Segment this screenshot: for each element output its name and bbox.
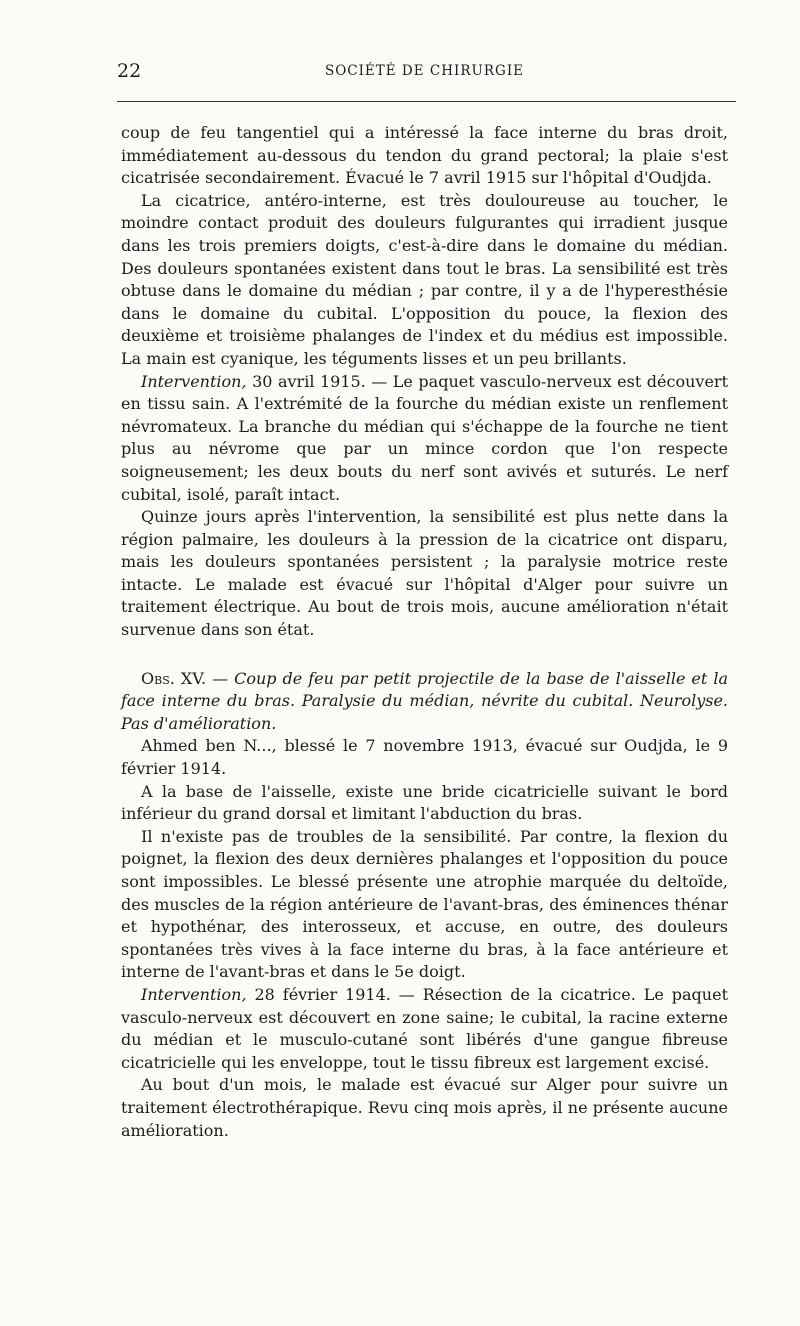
page-header <box>117 60 728 100</box>
paragraph-outcome-2: Au bout d'un mois, le malade est évacué sur Alger pour suivre un traitement électrothérapique. Revu cinq mois après, il ne présente aucune amélioration. <box>121 1075 728 1140</box>
paragraph-continuation: coup de feu tangentiel qui a intéressé la face interne du bras droit, immédiatement au-dessous du tendon du grand pectoral; la plaie s'est cicatrisée secondairement. Évacué le 7 avril 1915 sur l'hôpital d'Oudjda. <box>121 123 728 188</box>
running-title: SOCIÉTÉ DE CHIRURGIE <box>324 63 525 79</box>
paragraph-outcome-1: Quinze jours après l'intervention, la sensibilité est plus nette dans la région palmaire, les douleurs à la pression de la cicatrice ont disparu, mais les douleurs spontanées persistent ; la paralysie motrice reste intacte. Le malade est évacué sur l'hôpital d'Alger pour suivre un traitement électrique. Au bout de trois mois, aucune amélioration n'était survenue dans son état. <box>121 507 728 640</box>
paragraph-aisselle: A la base de l'aisselle, existe une bride cicatricielle suivant le bord inférieur du grand dorsal et limitant l'abduction du bras. <box>121 781 728 824</box>
paragraph-cicatrice: La cicatrice, antéro-interne, est très douloureuse au toucher, le moindre contact produit des douleurs fulgurantes qui irradient jusque dans les trois premiers doigts, c'est-à-dire dans le domaine du médian. Des douleurs spontanées existent dans tout le bras. La sensibilité est très obtuse dans le domaine du médian ; par contre, il y a de l'hyperesthésie dans le domaine du cubital. L'opposition du pouce, la flexion des deuxième et troisième phalanges de l'index et du médius est impossible. La main est cyanique, les téguments lisses et un peu brillants. <box>121 190 728 368</box>
paragraph-sensibilite: Il n'existe pas de troubles de la sensibilité. Par contre, la flexion du poignet, la flexion des deux dernières phalanges et l'opposition du pouce sont impossibles. Le blessé présente une atrophie marquée du deltoïde, des muscles de la région antérieure de l'avant-bras, des éminences thénar et hypothénar, des interosseux, et accuse, en outre, des douleurs spontanées très vives à la face interne du bras, à la face antérieure et interne de l'avant-bras et dans le 5e doigt. <box>121 826 728 982</box>
observation-title: Coup de feu par petit projectile de la base de l'aisselle et la face interne du bras. Paralysie du médian, névrite du cubital. Neurolyse. Pas d'amélioration. <box>121 668 728 733</box>
paragraph-intervention-1 <box>121 371 728 507</box>
observation-dash: — <box>206 668 235 688</box>
observation-label: Obs. XV. <box>141 668 207 688</box>
page-number: 22 <box>117 60 142 82</box>
body-text <box>121 122 728 1142</box>
intervention-label: Intervention, <box>141 371 247 391</box>
intervention-label: Intervention, <box>141 984 247 1004</box>
header-rule <box>117 101 736 102</box>
intervention-text: 30 avril 1915. — Le paquet vasculo-nerveux est découvert en tissu sain. A l'extrémité de la fourche du médian existe un renflement névromateux. La branche du médian qui s'échappe de la fourche ne tient plus au névrome que par un mince cordon que l'on respecte soigneusement; les deux bouts du nerf sont avivés et suturés. Le nerf cubital, isolé, paraît intact. <box>121 371 728 504</box>
paragraph-patient: Ahmed ben N..., blessé le 7 novembre 1913, évacué sur Oudjda, le 9 février 1914. <box>121 736 728 779</box>
paragraph-intervention-2 <box>121 984 728 1074</box>
intervention-text: 28 février 1914. — Résection de la cicatrice. Le paquet vasculo-nerveux est découvert en zone saine; le cubital, la racine externe du médian et le musculo-cutané sont libérés d'une gangue fibreuse cicatricielle qui les enveloppe, tout le tissu fibreux est largement excisé. <box>121 984 728 1072</box>
page <box>117 60 728 1140</box>
section-gap <box>121 642 728 668</box>
observation-heading <box>121 668 728 736</box>
